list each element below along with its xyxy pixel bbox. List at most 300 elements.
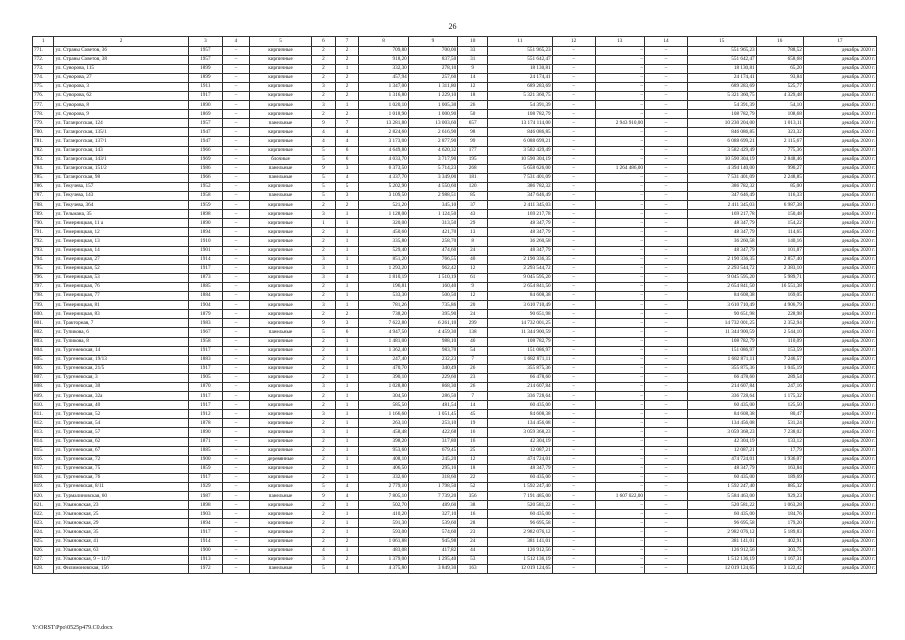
table-cell: 48 347,79 [488,246,552,255]
table-cell: 151 086,97 [488,346,552,355]
table-cell: 1 264 486,00 [595,164,644,173]
table-row [33,237,877,246]
table-cell: 2 [312,419,336,428]
table-cell: – [595,364,644,373]
table-cell: ул. Темерницкая, 83 [54,310,188,319]
table-cell: – [595,401,644,410]
table-cell: – [595,292,644,301]
table-cell: 7 [458,392,488,401]
table-cell: ул. Суворова, 8 [54,101,188,110]
table-cell: 1 [335,437,359,446]
table-cell: 817. [33,464,54,473]
table-cell: 1890 [188,101,222,110]
table-cell: 410,20 [359,510,408,519]
table-cell: ул. Темерницкая, 11 а [54,219,188,228]
table-cell: 1898 [188,210,222,219]
table-cell: ул. Темерницкая, 14 [54,246,188,255]
table-cell: 1 607 022,00 [595,492,644,501]
table-cell: 24 [458,537,488,546]
table-cell: 9 [458,64,488,73]
table-cell: 1 [335,528,359,537]
table-cell: 12 [458,82,488,91]
table-cell: 318,60 [408,473,457,482]
table-cell: 408,10 [359,455,408,464]
table-row [33,155,877,164]
table-cell: – [552,246,595,255]
table-cell: 1 229,10 [408,91,457,100]
footer-file-path: Y:\ORST\Ppo\0525p479.C0.docx [32,625,113,631]
table-cell: 1871 [188,437,222,446]
table-cell: 1 316,80 [359,91,408,100]
table-cell: – [552,255,595,264]
table-cell: 788,52 [756,46,803,55]
table-cell: 6 [335,328,359,337]
table-cell: – [644,182,687,191]
table-cell: 6 088 699,21 [488,137,552,146]
table-cell: 489,60 [408,501,457,510]
table-cell: 347 646,49 [687,192,756,201]
table-cell: – [644,428,687,437]
column-number-header: 1 [33,37,54,47]
table-cell: 1 128,00 [359,210,408,219]
table-cell: – [644,228,687,237]
table-row [33,446,877,455]
table-cell: 12 [458,264,488,273]
table-cell: 2 616,90 [408,128,457,137]
table-cell: – [595,301,644,310]
table-cell: ул. Страны Советов, 36 [54,46,188,55]
table-cell: 3 349,00 [408,173,457,182]
table-cell: 278,10 [408,64,457,73]
table-cell: – [595,428,644,437]
table-cell: декабрь 2020 г. [803,201,876,210]
table-cell: ул. Суворова, 27 [54,73,188,82]
column-number-header: 2 [54,37,188,47]
table-cell: декабрь 2020 г. [803,364,876,373]
table-cell: 774. [33,73,54,82]
table-cell: – [595,182,644,191]
table-cell: – [223,128,250,137]
table-cell: 1 682 871,11 [687,355,756,364]
table-cell: – [644,146,687,155]
table-cell: ул. Текучева, 143 [54,192,188,201]
table-cell: 1912 [188,410,222,419]
table-cell: 1 [335,64,359,73]
table-cell: ул. Темерницкая, 77 [54,292,188,301]
table-cell: – [595,382,644,391]
table-cell: 11 344 900,59 [687,328,756,337]
table-cell: 247,16 [756,382,803,391]
table-cell: 7 246,57 [756,355,803,364]
table-cell: – [552,537,595,546]
table-cell: 386 782,32 [488,182,552,191]
table-cell: – [223,464,250,473]
table-cell: – [223,328,250,337]
table-cell: 2 [312,519,336,528]
table-cell: декабрь 2020 г. [803,292,876,301]
table-cell: 320,00 [359,219,408,228]
table-cell: 98 [458,128,488,137]
table-cell: 16 [458,428,488,437]
table-cell: 31 [458,55,488,64]
table-cell: – [223,446,250,455]
table-cell: ул. Суворова, 62 [54,91,188,100]
table-cell: 828. [33,564,54,573]
table-cell: – [552,519,595,528]
table-cell: 772. [33,55,54,64]
table-cell: 1959 [188,201,222,210]
table-cell: ул. Темерницкая, 27 [54,255,188,264]
table-cell: – [552,264,595,273]
table-cell: 1987 [188,492,222,501]
table-cell: 784. [33,164,54,173]
table-cell: 1 175,32 [756,392,803,401]
table-cell: – [223,337,250,346]
table-cell: 247,40 [359,355,408,364]
table-cell: кирпичные [249,219,311,228]
table-cell: ул. Тупикова, 8 [54,337,188,346]
table-cell: – [595,82,644,91]
table-cell: декабрь 2020 г. [803,319,876,328]
table-cell: – [552,182,595,191]
table-cell: – [552,528,595,537]
table-cell: 2 [312,282,336,291]
table-cell: 332,30 [359,64,408,73]
table-cell: 2 [335,537,359,546]
table-cell: 134 456,08 [488,419,552,428]
table-cell: – [595,446,644,455]
table-cell: ул. Тургеневская, 67 [54,446,188,455]
table-cell: – [552,473,595,482]
table-cell: декабрь 2020 г. [803,510,876,519]
column-number-header-row [33,37,877,47]
table-row [33,273,877,282]
table-cell: 1 [335,337,359,346]
table-cell: – [552,164,595,173]
table-cell: – [644,201,687,210]
table-cell: 29 [458,219,488,228]
table-cell: – [223,173,250,182]
table-cell: 1 682 871,11 [488,355,552,364]
table-cell: – [552,82,595,91]
table-cell: – [644,310,687,319]
table-cell: 962,42 [408,264,457,273]
table-cell: декабрь 2020 г. [803,210,876,219]
table-cell: – [223,46,250,55]
table-cell: кирпичные [249,464,311,473]
table-cell: 450,60 [359,228,408,237]
table-cell: 2 [335,73,359,82]
table-cell: 2 [312,292,336,301]
table-cell: 529,40 [359,246,408,255]
table-cell: 826. [33,546,54,555]
column-number-header: 14 [644,37,687,47]
table-cell: 2 943 910,00 [595,119,644,128]
table-cell: 153,59 [756,346,803,355]
table-cell: 257,60 [408,73,457,82]
table-cell: ул. Тургеневская, 72 [54,455,188,464]
table-cell: 4 329,48 [756,91,803,100]
table-cell: – [223,210,250,219]
table-cell: – [552,492,595,501]
table-cell: 4 [335,492,359,501]
table-cell: 2 [312,201,336,210]
table-cell: кирпичные [249,483,311,492]
table-cell: 775,36 [756,146,803,155]
table-cell: 406,50 [359,464,408,473]
table-cell: 1 [335,382,359,391]
table-cell: 5 [312,146,336,155]
table-cell: 2 654 841,50 [687,282,756,291]
table-cell: 1917 [188,264,222,273]
table-cell: 1 [335,210,359,219]
table-cell: 1901 [188,246,222,255]
table-cell: 953,60 [359,446,408,455]
table-cell: – [223,528,250,537]
table-cell: – [552,337,595,346]
table-cell: 2 293 544,72 [488,264,552,273]
table-cell: 483,08 [359,546,408,555]
table-cell: – [644,301,687,310]
table-cell: 13 281,80 [359,119,408,128]
table-cell: – [595,192,644,201]
table-cell: ул. Темерницкая, 52 [54,264,188,273]
table-cell: – [552,237,595,246]
table-cell: – [644,364,687,373]
table-cell: 818. [33,473,54,482]
table-row [33,355,877,364]
table-cell: – [595,328,644,337]
table-cell: – [223,282,250,291]
table-cell: – [223,55,250,64]
table-cell: 2 [335,55,359,64]
table-cell: 16 551,38 [756,282,803,291]
table-row [33,492,877,501]
table-cell: 1 481,00 [359,337,408,346]
table-cell: – [595,237,644,246]
table-cell: 356 [458,492,488,501]
table-cell: кирпичные [249,537,311,546]
table-cell: 2 [335,91,359,100]
table-cell: кирпичные [249,246,311,255]
table-cell: 336 728,64 [488,392,552,401]
table-cell: 2 115,67 [756,137,803,146]
table-cell: 1 [335,401,359,410]
table-cell: – [595,555,644,564]
table-cell: – [552,428,595,437]
table-cell: 551 642,47 [488,55,552,64]
table-cell: 2 [312,228,336,237]
column-number-header: 16 [756,37,803,47]
table-row [33,255,877,264]
table-cell: 3 [335,319,359,328]
table-cell: 791. [33,228,54,237]
table-cell: 474 724,01 [687,455,756,464]
table-cell: ул. Тургеневская, 19/13 [54,355,188,364]
table-cell: декабрь 2020 г. [803,228,876,237]
table-cell: – [595,155,644,164]
table-cell: 6 987,38 [756,201,803,210]
table-cell: 355 875,36 [687,364,756,373]
table-cell: ул. Суворова, 3 [54,82,188,91]
table-row [33,528,877,537]
table-cell: 169 217,78 [687,210,756,219]
table-row [33,546,877,555]
table-cell: – [552,564,595,573]
table-cell: 6 373,50 [359,164,408,173]
table-cell: 2 [335,310,359,319]
table-cell: 1899 [188,64,222,73]
table-cell: 819. [33,483,54,492]
table-cell: 1905 [188,373,222,382]
table-cell: 1 [335,419,359,428]
table-cell: 85 [458,192,488,201]
table-cell: 5 321 360,75 [687,91,756,100]
table-cell: – [552,137,595,146]
table-cell: 84 608,38 [488,410,552,419]
table-cell: – [223,492,250,501]
column-number-header: 11 [488,37,552,47]
table-cell: декабрь 2020 г. [803,246,876,255]
table-cell: 229,60 [408,373,457,382]
table-cell: 381 141,01 [488,537,552,546]
table-cell: 1 [312,219,336,228]
table-cell: 1 [335,346,359,355]
table-cell: 1 [335,282,359,291]
table-cell: 815. [33,446,54,455]
table-cell: 40 [458,255,488,264]
table-cell: – [223,273,250,282]
table-cell: панельные [249,328,311,337]
table-cell: 2 [312,437,336,446]
table-cell: 19 [458,419,488,428]
table-row [33,219,877,228]
table-cell: – [223,264,250,273]
table-cell: панельные [249,564,311,573]
table-cell: – [223,501,250,510]
table-cell: декабрь 2020 г. [803,346,876,355]
table-cell: 258,70 [408,237,457,246]
table-cell: 804. [33,346,54,355]
table-cell: кирпичные [249,273,311,282]
table-cell: ул. Тургеневская, 76 [54,473,188,482]
table-cell: – [644,219,687,228]
table-cell: 786. [33,182,54,191]
table-row [33,410,877,419]
table-cell: 3 [312,255,336,264]
table-cell: кирпичные [249,101,311,110]
table-cell: 3 [312,410,336,419]
table-cell: 18 [458,464,488,473]
table-cell: 2 190 336,35 [488,255,552,264]
table-cell: 304,50 [359,392,408,401]
table-cell: 777. [33,101,54,110]
table-cell: 24 [458,310,488,319]
table-cell: 593,00 [359,528,408,537]
table-cell: 1879 [188,310,222,319]
table-cell: декабрь 2020 г. [803,410,876,419]
table-cell: 2 [335,82,359,91]
table-cell: 793. [33,246,54,255]
table-cell: – [552,173,595,182]
table-cell: 120 [458,182,488,191]
table-cell: 2 [312,364,336,373]
table-cell: 5 [312,155,336,164]
table-cell: ул. Суворова, 115 [54,64,188,73]
table-cell: ул. Тракторная, 7 [54,319,188,328]
table-cell: 4 [335,137,359,146]
table-cell: 7 531 401,09 [687,173,756,182]
table-cell: 1 [335,510,359,519]
table-cell: 26 [458,101,488,110]
column-number-header: 6 [312,37,336,47]
table-cell: кирпичные [249,237,311,246]
table-cell: – [552,91,595,100]
table-row [33,501,877,510]
table-cell: 4 649,80 [359,146,408,155]
table-cell: – [552,346,595,355]
table-cell: 12 087,21 [488,446,552,455]
table-cell: 181 [458,173,488,182]
table-cell: – [595,73,644,82]
page-number: 26 [448,22,457,31]
table-cell: 386 782,32 [687,182,756,191]
table-cell: 797. [33,282,54,291]
table-cell: 4 337,70 [359,173,408,182]
table-cell: 1885 [188,446,222,455]
table-cell: 1873 [188,273,222,282]
table-cell: 1 018,90 [359,110,408,119]
table-cell: 154,22 [756,219,803,228]
table-cell: 18 130,81 [687,64,756,73]
table-cell: 84 608,38 [488,292,552,301]
table-cell: 1911 [188,82,222,91]
table-cell: 806. [33,364,54,373]
table-cell: 2 [312,537,336,546]
table-cell: декабрь 2020 г. [803,237,876,246]
table-cell: 798. [33,292,54,301]
table-cell: 800. [33,310,54,319]
table-cell: ул. Турмалиновская, 60 [54,492,188,501]
table-cell: 4 [335,564,359,573]
table-cell: 551 965,23 [488,46,552,55]
table-cell: ул. Таганрогская, 98 [54,173,188,182]
table-cell: – [552,282,595,291]
table-cell: 1 [335,392,359,401]
table-cell: 85,00 [756,182,803,191]
table-cell: 1958 [188,337,222,346]
table-cell: кирпичные [249,128,311,137]
table-cell: 50 [458,110,488,119]
table-cell: – [644,273,687,282]
table-cell: 2 544,10 [756,328,803,337]
table-cell: – [644,64,687,73]
housing-table [32,36,877,574]
table-cell: – [223,519,250,528]
table-cell: 22 [458,473,488,482]
table-cell: – [552,464,595,473]
table-cell: – [644,55,687,64]
table-cell: 1917 [188,392,222,401]
table-cell: 5 989,71 [756,273,803,282]
table-cell: – [644,210,687,219]
table-cell: 54,10 [756,101,803,110]
table-cell: 827. [33,555,54,564]
table-cell: ул. Таганрогская, 135/1 [54,128,188,137]
table-cell: – [644,110,687,119]
table-cell: 54 [458,346,488,355]
table-cell: 2 [335,110,359,119]
